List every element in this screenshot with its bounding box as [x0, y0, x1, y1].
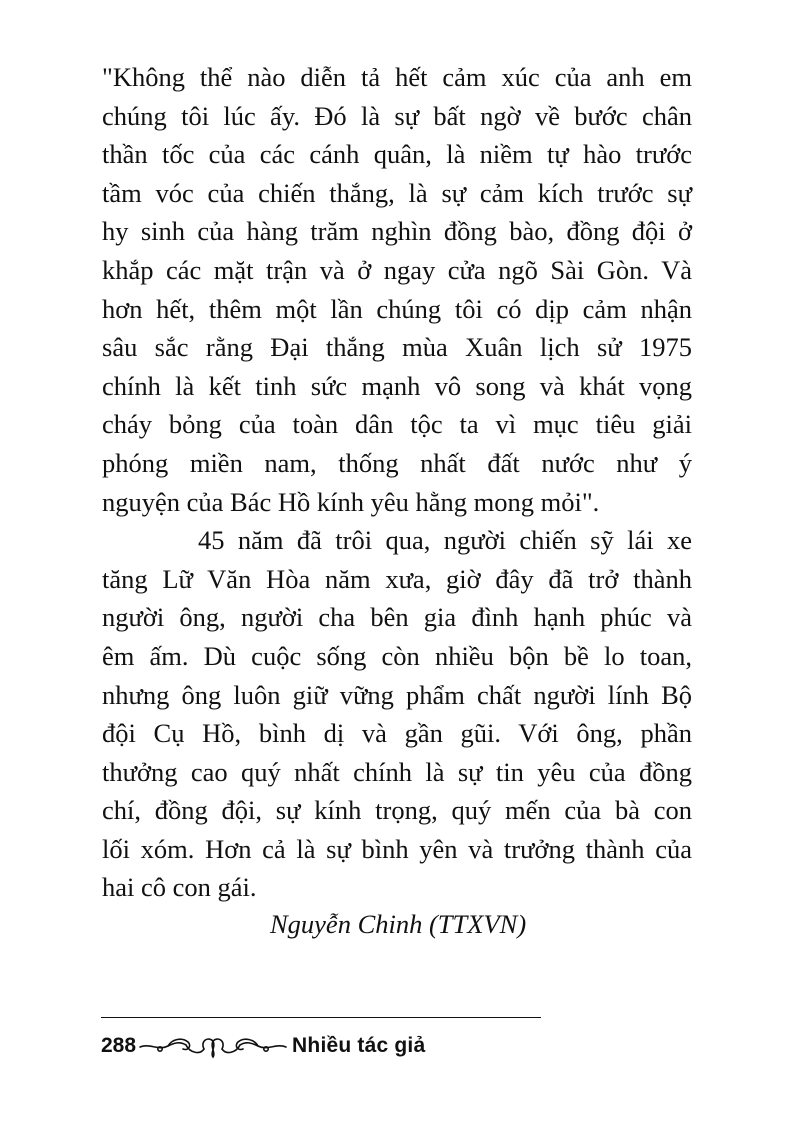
text-line: chính là kết tinh sức mạnh vô song và khát vọng — [102, 370, 692, 401]
scroll-ornament-icon — [138, 1033, 288, 1059]
text-line: thưởng cao quý nhất chính là sự tin yêu của đồng — [102, 756, 692, 787]
text-line: êm ấm. Dù cuộc sống còn nhiều bộn bề lo toan, — [102, 640, 692, 671]
text-line: "Không thể nào diễn tả hết cảm xúc của anh em — [102, 62, 692, 92]
text-line: tăng Lữ Văn Hòa năm xưa, giờ đây đã trở thành — [102, 563, 692, 594]
paragraph-first-line: 45 năm đã trôi qua, người chiến sỹ lái xe — [198, 525, 692, 556]
text-line: cháy bỏng của toàn dân tộc ta vì mục tiêu giải — [102, 409, 692, 440]
text-line: đội Cụ Hồ, bình dị và gần gũi. Với ông, phần — [102, 718, 692, 749]
text-line: người ông, người cha bên gia đình hạnh phúc và — [102, 602, 692, 633]
text-line: hơn hết, thêm một lần chúng tôi có dịp cảm nhận — [102, 293, 692, 324]
author-signature: Nguyễn Chinh (TTXVN) — [270, 909, 527, 939]
article-body — [102, 58, 692, 907]
text-line: sâu sắc rằng Đại thắng mùa Xuân lịch sử 1975 — [102, 332, 692, 363]
text-line: nhưng ông luôn giữ vững phẩm chất người lính Bộ — [102, 679, 692, 710]
text-line: hy sinh của hàng trăm nghìn đồng bào, đồng đội ở — [102, 216, 692, 247]
text-line: hai cô con gái. — [102, 872, 257, 903]
text-line: khắp các mặt trận và ở ngay cửa ngõ Sài Gòn. Và — [102, 254, 692, 285]
text-line: nguyện của Bác Hồ kính yêu hằng mong mỏi". — [102, 486, 600, 517]
text-line: phóng miền nam, thống nhất đất nước như ý — [102, 447, 692, 478]
text-line: chí, đồng đội, sự kính trọng, quý mến của bà con — [102, 795, 692, 826]
text-line: chúng tôi lúc ấy. Đó là sự bất ngờ về bước chân — [102, 100, 692, 131]
text-line: thần tốc của các cánh quân, là niềm tự hào trước — [102, 139, 692, 170]
page-footer — [101, 1028, 425, 1064]
text-line: tầm vóc của chiến thắng, là sự cảm kích trước sự — [102, 177, 692, 208]
text-line: lối xóm. Hơn cả là sự bình yên và trưởng thành của — [102, 833, 692, 864]
book-author: Nhiều tác giả — [292, 1034, 426, 1057]
footer-divider — [101, 1017, 541, 1018]
page-number: 288 — [101, 1034, 137, 1057]
